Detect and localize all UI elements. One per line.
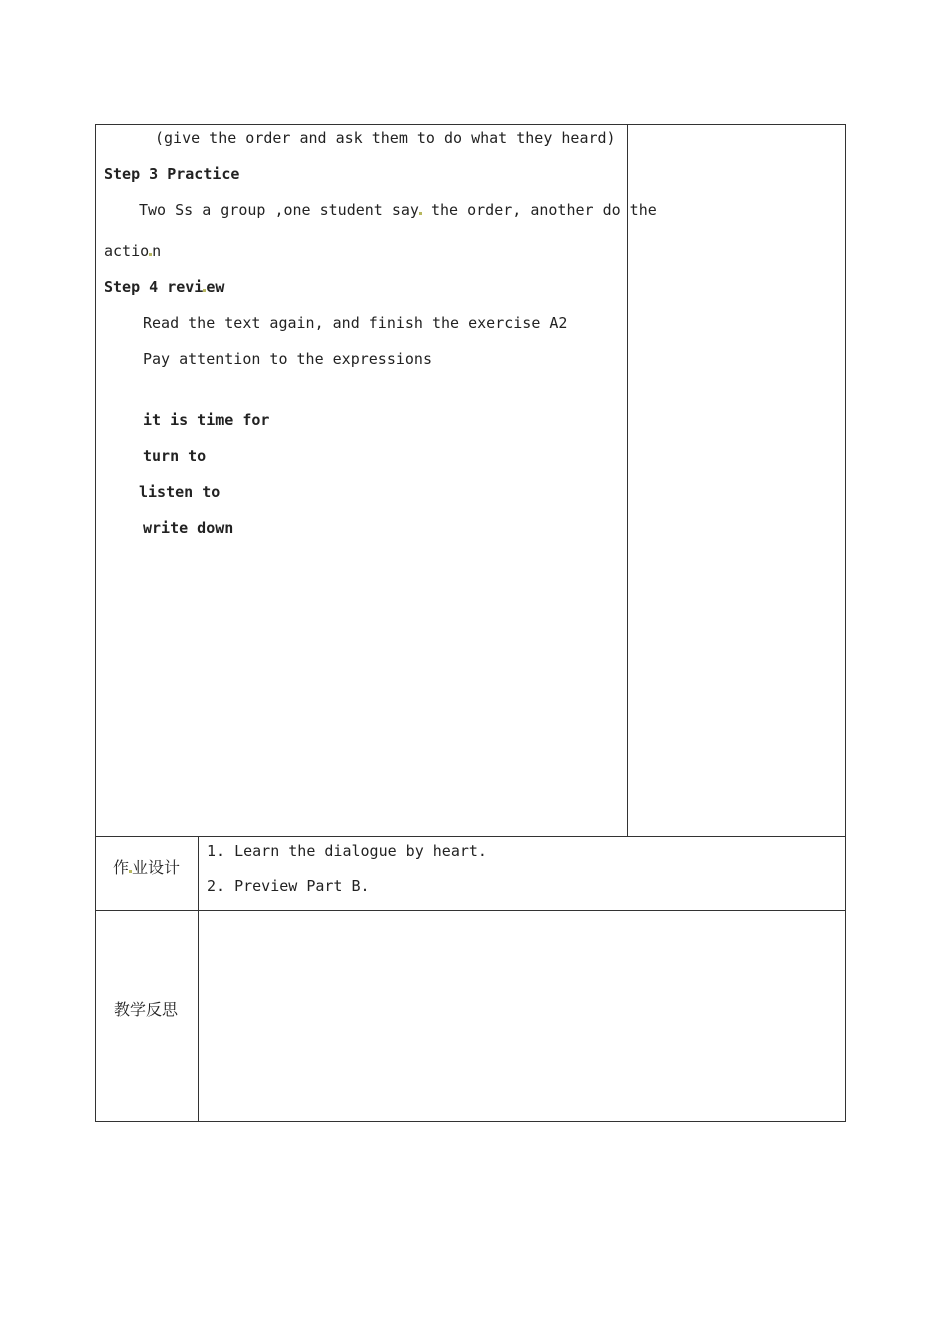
expression-item: it is time for <box>143 411 270 429</box>
table-border-right <box>845 124 846 1122</box>
review-instruction-2: Pay attention to the expressions <box>143 350 432 368</box>
step3-heading: Step 3 Practice <box>104 165 240 183</box>
homework-item: 2. Preview Part B. <box>207 877 370 895</box>
review-instruction-1: Read the text again, and finish the exercise A2 <box>143 314 568 332</box>
row-divider-reflection <box>95 910 846 911</box>
label-column-divider <box>198 836 199 1122</box>
practice-line-1-part-b: the order, another do the <box>421 201 657 219</box>
expression-item: listen to <box>139 483 221 501</box>
step4-heading-part-b: ew <box>206 278 225 296</box>
row-divider-homework <box>95 836 846 837</box>
homework-label-part-a: 作 <box>113 858 130 877</box>
order-instruction-text: (give the order and ask them to do what they heard) <box>155 129 616 147</box>
homework-item: 1. Learn the dialogue by heart. <box>207 842 487 860</box>
content-column-divider <box>627 124 628 837</box>
table-border-bottom <box>95 1121 846 1122</box>
reflection-label: 教学反思 <box>114 1000 179 1019</box>
homework-label-part-b: 业设计 <box>132 858 181 877</box>
practice-line-1-part-a: Two Ss a group ,one student say <box>139 201 419 219</box>
practice-line-2-part-a: actio <box>104 242 150 260</box>
homework-label <box>113 859 180 877</box>
practice-line-2-part-b: n <box>152 242 162 260</box>
practice-line-1 <box>139 201 657 219</box>
step4-heading-part-a: Step 4 revi <box>104 278 204 296</box>
step4-heading <box>104 278 224 296</box>
expression-item: turn to <box>143 447 207 465</box>
table-border-top <box>95 124 846 125</box>
table-border-left <box>95 124 96 1122</box>
expression-item: write down <box>143 519 234 537</box>
practice-line-2 <box>104 242 161 260</box>
